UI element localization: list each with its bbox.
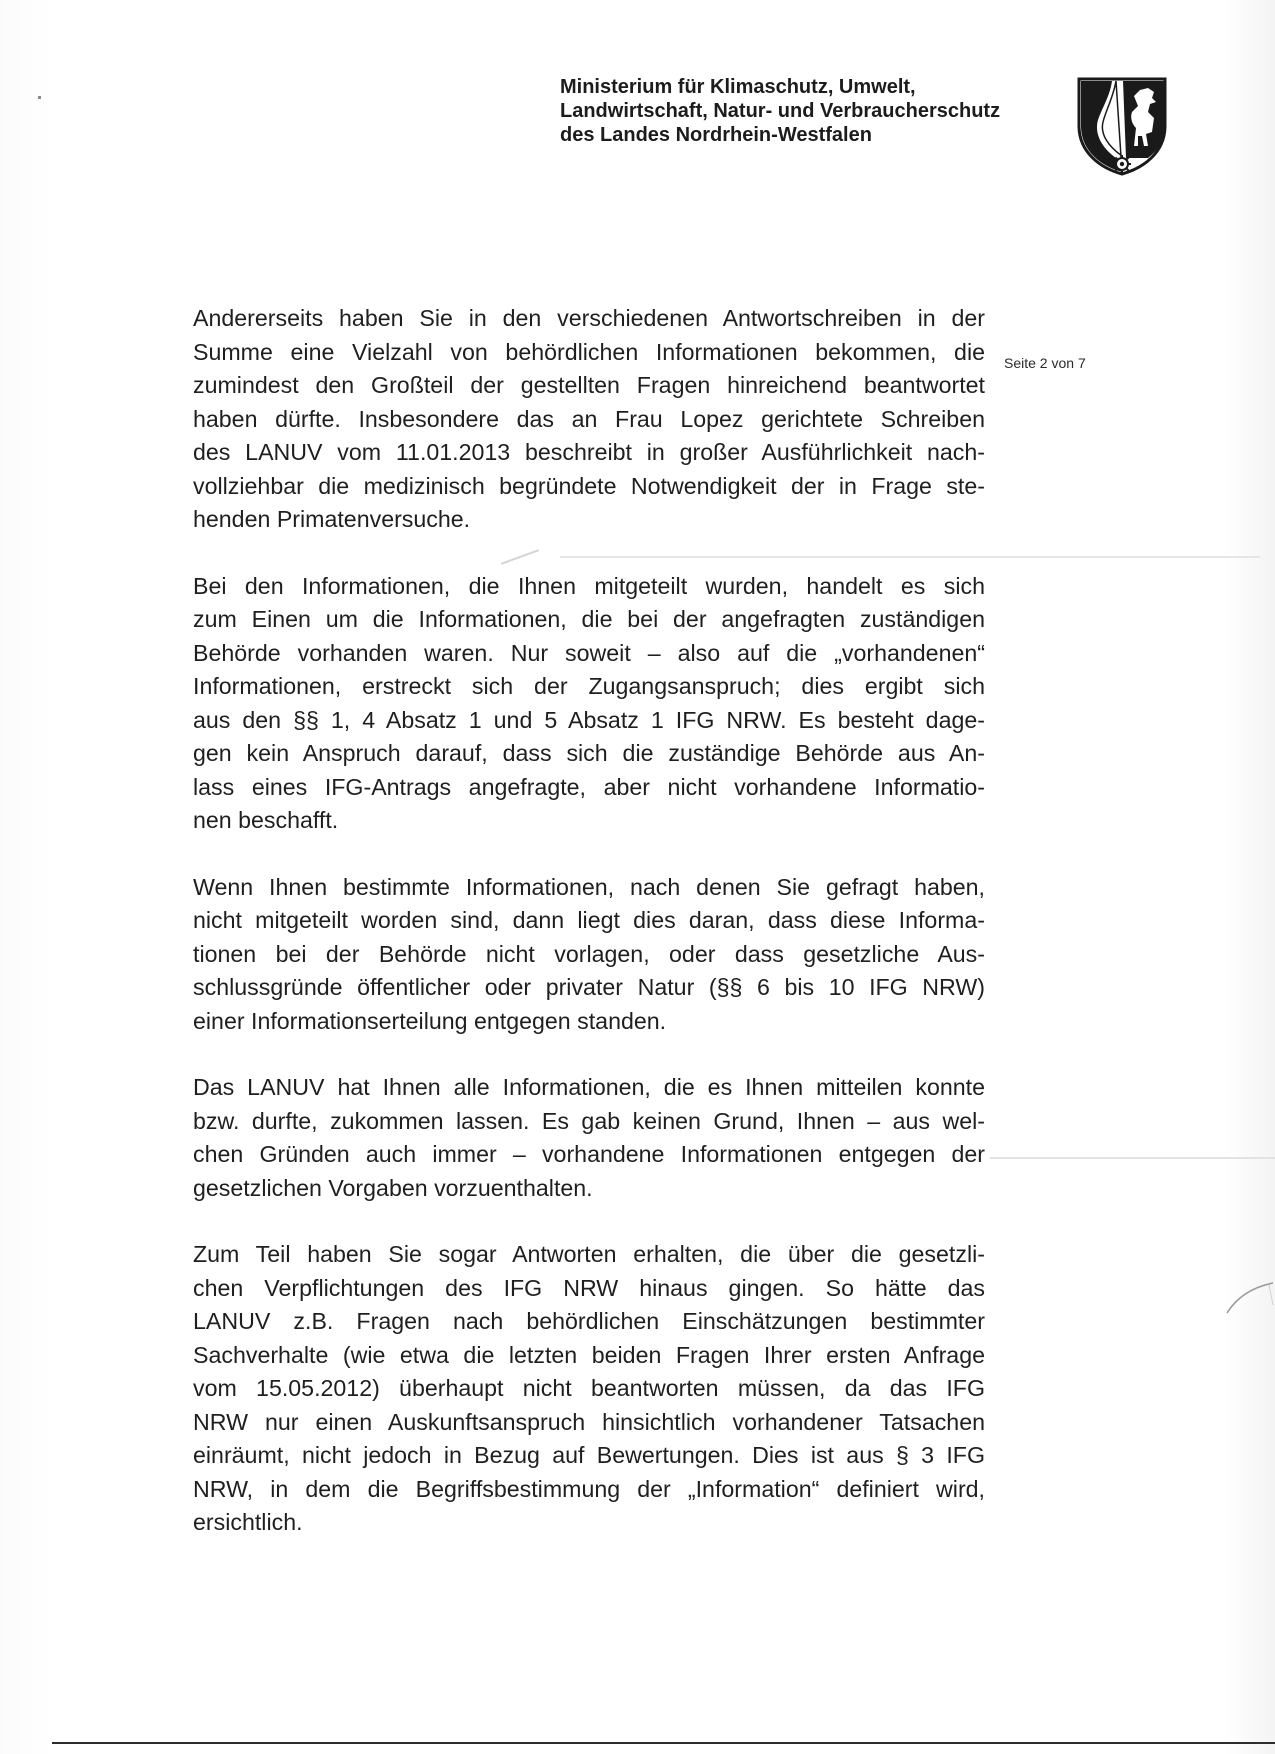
text-line: henden Primatenversuche.	[193, 506, 471, 532]
text-line: Zum Teil haben Sie sogar Antworten erhalten, die über die gesetzli-	[193, 1241, 985, 1267]
text-line: vom 15.05.2012) überhaupt nicht beantworten müssen, da das IFG	[193, 1375, 985, 1401]
text-line: NRW nur einen Auskunftsanspruch hinsichtlich vorhandener Tatsachen	[193, 1408, 985, 1435]
paragraph	[193, 1071, 985, 1205]
text-line: Bei den Informationen, die Ihnen mitgeteilt wurden, handelt es sich	[193, 572, 985, 599]
scan-fold-mark	[990, 1157, 1275, 1159]
text-line: Das LANUV hat Ihnen alle Informationen, die es Ihnen mitteilen konnte	[193, 1074, 985, 1100]
text-line: nicht mitgeteilt worden sind, dann liegt dies daran, dass diese Informa-	[193, 907, 985, 933]
letterhead-line: Landwirtschaft, Natur- und Verbraucherschutz	[560, 100, 1001, 122]
text-line: ersichtlich.	[193, 1509, 303, 1535]
paragraph	[193, 871, 985, 1039]
text-line: Andererseits haben Sie in den verschiedenen Antwortschreiben in der	[193, 305, 985, 331]
text-line: Summe eine Vielzahl von behördlichen Informationen bekommen, die	[193, 338, 985, 365]
text-line: vollziehbar die medizinisch begründete Notwendigkeit der in Frage ste-	[193, 472, 985, 499]
nrw-coat-of-arms-icon	[1076, 76, 1168, 176]
paragraph	[193, 1238, 985, 1540]
text-line: chen Gründen auch immer – vorhandene Informationen entgegen der	[193, 1141, 985, 1167]
scan-speck	[38, 96, 41, 99]
letter-body	[193, 302, 985, 1573]
text-line: chen Verpflichtungen des IFG NRW hinaus gingen. So hätte das	[193, 1274, 985, 1301]
text-line: haben dürfte. Insbesondere das an Frau Lopez gerichtete Schreiben	[193, 405, 985, 432]
text-line: tionen bei der Behörde nicht vorlagen, oder dass gesetzliche Aus-	[193, 940, 985, 967]
scan-fold-mark	[560, 556, 1260, 558]
text-line: NRW, in dem die Begriffsbestimmung der „Information“ definiert wird,	[193, 1475, 985, 1502]
text-line: Wenn Ihnen bestimmte Informationen, nach denen Sie gefragt haben,	[193, 873, 985, 900]
text-line: gen kein Anspruch darauf, dass sich die zuständige Behörde aus An-	[193, 740, 985, 766]
text-line: bzw. durfte, zukommen lassen. Es gab keinen Grund, Ihnen – aus wel-	[193, 1107, 985, 1134]
text-line: gesetzlichen Vorgaben vorzuenthalten.	[193, 1174, 593, 1201]
text-line: Sachverhalte (wie etwa die letzten beiden Fragen Ihrer ersten Anfrage	[193, 1341, 985, 1368]
text-line: Behörde vorhanden waren. Nur soweit – also auf die „vorhandenen“	[193, 639, 985, 666]
letterhead-line: des Landes Nordrhein-Westfalen	[560, 124, 872, 146]
text-line: nen beschafft.	[193, 807, 339, 833]
text-line: des LANUV vom 11.01.2013 beschreibt in großer Ausführlichkeit nach-	[193, 439, 985, 465]
scan-bottom-edge	[52, 1742, 1275, 1744]
page-edge-curl	[1225, 1275, 1275, 1315]
text-line: zumindest den Großteil der gestellten Fragen hinreichend beantwortet	[193, 372, 985, 398]
text-line: einräumt, nicht jedoch in Bezug auf Bewertungen. Dies ist aus § 3 IFG	[193, 1442, 985, 1468]
text-line: Informationen, erstreckt sich der Zugangsanspruch; dies ergibt sich	[193, 673, 985, 699]
text-line: einer Informationserteilung entgegen standen.	[193, 1007, 667, 1034]
text-line: lass eines IFG-Antrags angefragte, aber nicht vorhandene Informatio-	[193, 773, 985, 800]
letterhead-line: Ministerium für Klimaschutz, Umwelt,	[560, 76, 916, 98]
paragraph	[193, 302, 985, 537]
text-line: schlussgründe öffentlicher oder privater Natur (§§ 6 bis 10 IFG NRW)	[193, 974, 985, 1000]
text-line: aus den §§ 1, 4 Absatz 1 und 5 Absatz 1 IFG NRW. Es besteht dage-	[193, 706, 985, 733]
page-number: Seite 2 von 7	[1004, 355, 1086, 371]
paragraph	[193, 570, 985, 838]
ministry-letterhead	[560, 75, 1060, 147]
text-line: LANUV z.B. Fragen nach behördlichen Einschätzungen bestimmter	[193, 1308, 985, 1334]
text-line: zum Einen um die Informationen, die bei der angefragten zuständigen	[193, 606, 985, 632]
